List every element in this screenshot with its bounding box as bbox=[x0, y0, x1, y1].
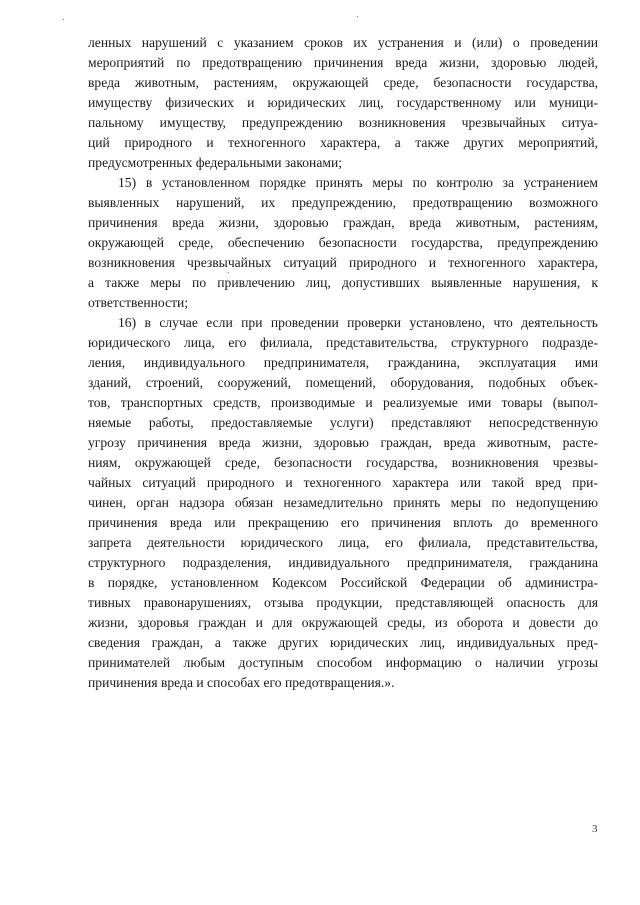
text-line: предусмотренных федеральными законами; bbox=[88, 155, 343, 170]
text-line: принимателей любым доступным способом информацию о наличии угрозы bbox=[88, 655, 598, 670]
text-line: ций природного и техногенного характера, а также других мероприятий, bbox=[88, 135, 598, 150]
text-line: а также меры по привлечению лиц, допустивших выявленные нарушения, к bbox=[88, 275, 598, 290]
text-line: выявленных нарушений, их предупреждению, предотвращению возможного bbox=[88, 195, 598, 210]
text-line: возникновения чрезвычайных ситуаций природного и техногенного характера, bbox=[88, 255, 598, 270]
text-line: пальному имуществу, предупреждению возникновения чрезвычайных ситуа- bbox=[88, 115, 598, 130]
text-line: сведения граждан, а также других юридических лиц, индивидуальных пред- bbox=[88, 635, 598, 650]
text-line: причинения вреда или прекращению его причинения вплоть до временного bbox=[88, 515, 598, 530]
text-line: ления, индивидуального предпринимателя, гражданина, эксплуатация ими bbox=[88, 355, 598, 370]
text-line: окружающей среде, обеспечению безопасности государства, предупреждению bbox=[88, 235, 598, 250]
text-line: имуществу физических и юридических лиц, государственному или муници- bbox=[88, 95, 598, 110]
text-line: тивных правонарушениях, отзыва продукции, представляющей опасность для bbox=[88, 595, 598, 610]
text-line: чинен, орган надзора обязан незамедлительно принять меры по недопущению bbox=[88, 495, 598, 510]
paragraph-16-first-line: 16) в случае если при проведении проверки установлено, что деятельность bbox=[118, 315, 598, 330]
text-line: ниям, окружающей среде, безопасности государства, возникновения чрезвы- bbox=[88, 455, 598, 470]
text-line: тов, транспортных средств, производимые и реализуемые ими товары (выпол- bbox=[88, 395, 598, 410]
text-line: вреда животным, растениям, окружающей среде, безопасности государства, bbox=[88, 75, 598, 90]
text-line: зданий, строений, сооружений, помещений, оборудования, подобных объек- bbox=[88, 375, 598, 390]
text-line: ленных нарушений с указанием сроков их устранения и (или) о проведении bbox=[88, 35, 598, 50]
text-line: юридического лица, его филиала, представительства, структурного подразде- bbox=[88, 335, 598, 350]
text-line: няемые работы, предоставляемые услуги) представляют непосредственную bbox=[88, 415, 598, 430]
text-line: запрета деятельности юридического лица, его филиала, представительства, bbox=[88, 535, 598, 550]
text-line: угрозу причинения вреда жизни, здоровью граждан, вреда животным, расте- bbox=[88, 435, 598, 450]
text-line: чайных ситуаций природного и техногенного характера или такой вред при- bbox=[88, 475, 598, 490]
text-line: в порядке, установленном Кодексом Российской Федерации об администра- bbox=[88, 575, 598, 590]
text-line: причинения вреда и способах его предотвращения.». bbox=[88, 675, 395, 690]
scan-speck bbox=[357, 16, 358, 17]
text-line: мероприятий по предотвращению причинения вреда жизни, здоровью людей, bbox=[88, 55, 598, 70]
text-line: ответственности; bbox=[88, 295, 189, 310]
text-line: структурного подразделения, индивидуального предпринимателя, гражданина bbox=[88, 555, 598, 570]
text-line: жизни, здоровья граждан и для окружающей среды, из оборота и довести до bbox=[88, 615, 598, 630]
text-line: причинения вреда жизни, здоровью граждан, вреда животным, растениям, bbox=[88, 215, 598, 230]
page-number: 3 bbox=[592, 823, 598, 835]
scan-speck bbox=[63, 19, 64, 20]
paragraph-15-first-line: 15) в установленном порядке принять меры по контролю за устранением bbox=[118, 175, 598, 190]
scan-speck bbox=[228, 272, 229, 273]
